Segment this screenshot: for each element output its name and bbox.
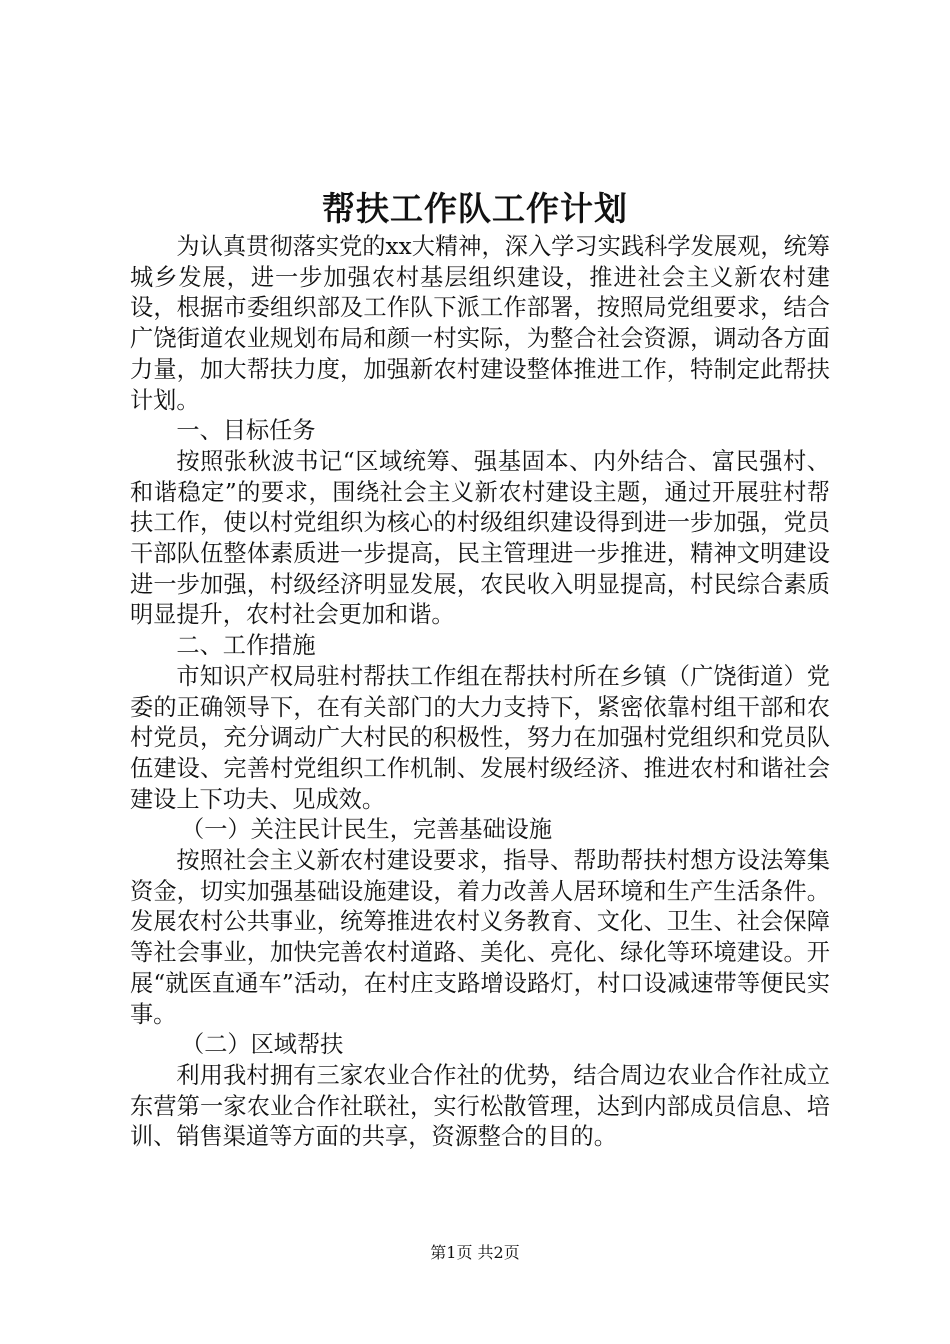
- subsection-heading-regional: （二）区域帮扶: [181, 1031, 344, 1059]
- regional-paragraph: 利用我村拥有三家农业合作社的优势，结合周边农业合作社成立东营第一家农业合作社联社，实行松散管理，达到内部成员信息、培训、销售渠道等方面的共享，资源整合的目的。: [130, 1061, 830, 1151]
- section-heading-measures: 二、工作措施: [176, 632, 316, 660]
- subsection-heading-livelihood: （一）关注民计民生，完善基础设施: [181, 816, 553, 844]
- intro-paragraph: 为认真贯彻落实党的xx大精神，深入学习实践科学发展观，统筹城乡发展，进一步加强农村基层组织建设，推进社会主义新农村建设，根据市委组织部及工作队下派工作部署，按照局党组要求，结合广饶街道农业规划布局和颜一村实际，为整合社会资源，调动各方面力量，加大帮扶力度，加强新农村建设整体推进工作，特制定此帮扶计划。: [130, 233, 830, 414]
- goals-paragraph: 按照张秋波书记“区域统筹、强基固本、内外结合、富民强村、和谐稳定”的要求，围绕社会主义新农村建设主题，通过开展驻村帮扶工作，使以村党组织为核心的村级组织建设得到进一步加强，党员干部队伍整体素质进一步提高，民主管理进一步推进，精神文明建设进一步加强，村级经济明显发展，农民收入明显提高，村民综合素质明显提升，农村社会更加和谐。: [130, 447, 830, 629]
- page-footer: 第1页 共2页: [430, 1243, 520, 1262]
- section-heading-goals: 一、目标任务: [176, 417, 316, 445]
- livelihood-paragraph: 按照社会主义新农村建设要求，指导、帮助帮扶村想方设法筹集资金，切实加强基础设施建设，着力改善人居环境和生产生活条件。发展农村公共事业，统筹推进农村义务教育、文化、卫生、社会保障等社会事业，加快完善农村道路、美化、亮化、绿化等环境建设。开展“就医直通车”活动，在村庄支路增设路灯，村口设减速带等便民实事。: [130, 847, 830, 1028]
- document-title: 帮扶工作队工作计划: [322, 189, 628, 228]
- measures-paragraph: 市知识产权局驻村帮扶工作组在帮扶村所在乡镇（广饶街道）党委的正确领导下，在有关部门的大力支持下，紧密依靠村组干部和农村党员，充分调动广大村民的积极性，努力在加强村党组织和党员队伍建设、完善村党组织工作机制、发展村级经济、推进农村和谐社会建设上下功夫、见成效。: [130, 662, 830, 813]
- document-body: [130, 232, 830, 1153]
